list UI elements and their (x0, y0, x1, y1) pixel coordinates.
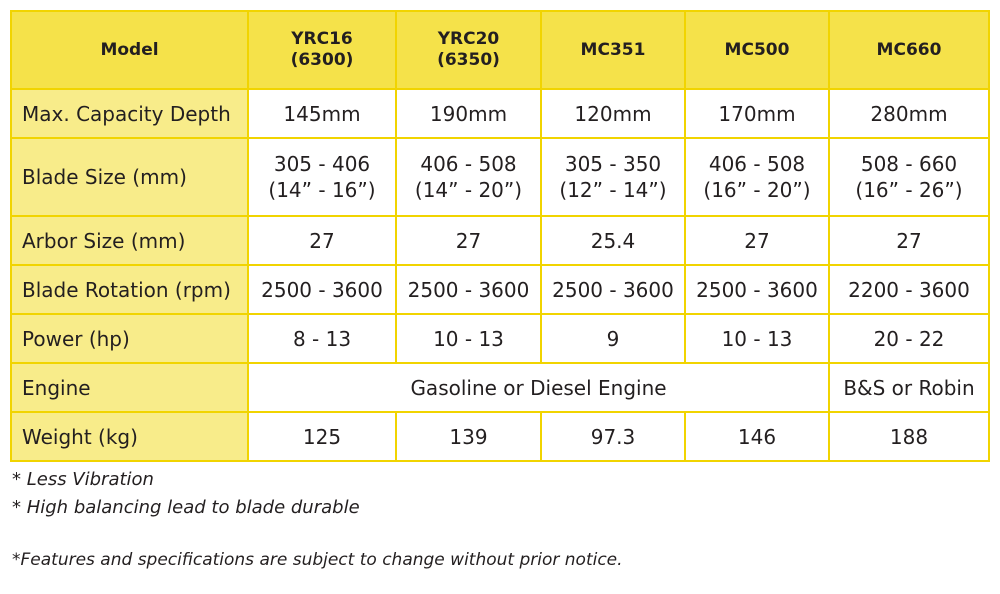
model-header-mc351: MC351 (541, 11, 685, 89)
table-cell: 9 (541, 314, 685, 363)
table-row (11, 314, 989, 363)
table-cell: 27 (685, 216, 829, 265)
row-label: Power (hp) (11, 314, 248, 363)
table-cell: 305 - 350 (12” - 14”) (541, 138, 685, 216)
table-cell: 27 (248, 216, 396, 265)
table-cell: 2500 - 3600 (685, 265, 829, 314)
table-cell: 2200 - 3600 (829, 265, 989, 314)
table-cell: 146 (685, 412, 829, 461)
row-label: Blade Rotation (rpm) (11, 265, 248, 314)
model-header-mc500: MC500 (685, 11, 829, 89)
table-cell: 2500 - 3600 (541, 265, 685, 314)
table-cell: 97.3 (541, 412, 685, 461)
table-cell: 139 (396, 412, 541, 461)
table-cell: 2500 - 3600 (248, 265, 396, 314)
header-row (11, 11, 989, 89)
note-line: * High balancing lead to blade durable (12, 497, 360, 518)
table-row (11, 89, 989, 138)
table-row (11, 216, 989, 265)
table-cell: 280mm (829, 89, 989, 138)
model-header-yrc16: YRC16 (6300) (248, 11, 396, 89)
table-cell: 305 - 406 (14” - 16”) (248, 138, 396, 216)
table-cell: B&S or Robin (829, 363, 989, 412)
table-row (11, 363, 989, 412)
table-cell: 145mm (248, 89, 396, 138)
table-cell: 120mm (541, 89, 685, 138)
table-cell: 125 (248, 412, 396, 461)
table-cell: 190mm (396, 89, 541, 138)
table-cell: 25.4 (541, 216, 685, 265)
row-label: Max. Capacity Depth (11, 89, 248, 138)
engine-merged-cell: Gasoline or Diesel Engine (248, 363, 829, 412)
model-header-mc660: MC660 (829, 11, 989, 89)
row-label: Blade Size (mm) (11, 138, 248, 216)
table-cell: 10 - 13 (396, 314, 541, 363)
table-cell: 20 - 22 (829, 314, 989, 363)
note-line: * Less Vibration (12, 469, 154, 490)
table-row (11, 265, 989, 314)
row-label: Arbor Size (mm) (11, 216, 248, 265)
table-cell: 27 (829, 216, 989, 265)
notes (12, 466, 360, 522)
model-header-yrc20: YRC20 (6350) (396, 11, 541, 89)
table-cell: 188 (829, 412, 989, 461)
table-row (11, 138, 989, 216)
table-cell: 508 - 660 (16” - 26”) (829, 138, 989, 216)
model-header: Model (11, 11, 248, 89)
table-cell: 10 - 13 (685, 314, 829, 363)
table-cell: 8 - 13 (248, 314, 396, 363)
table-cell: 170mm (685, 89, 829, 138)
table-cell: 406 - 508 (14” - 20”) (396, 138, 541, 216)
table-cell: 2500 - 3600 (396, 265, 541, 314)
row-label: Engine (11, 363, 248, 412)
table-cell: 406 - 508 (16” - 20”) (685, 138, 829, 216)
table-row (11, 412, 989, 461)
row-label: Weight (kg) (11, 412, 248, 461)
spec-table (10, 10, 990, 462)
table-cell: 27 (396, 216, 541, 265)
disclaimer: *Features and specifications are subject to change without prior notice. (12, 550, 623, 570)
